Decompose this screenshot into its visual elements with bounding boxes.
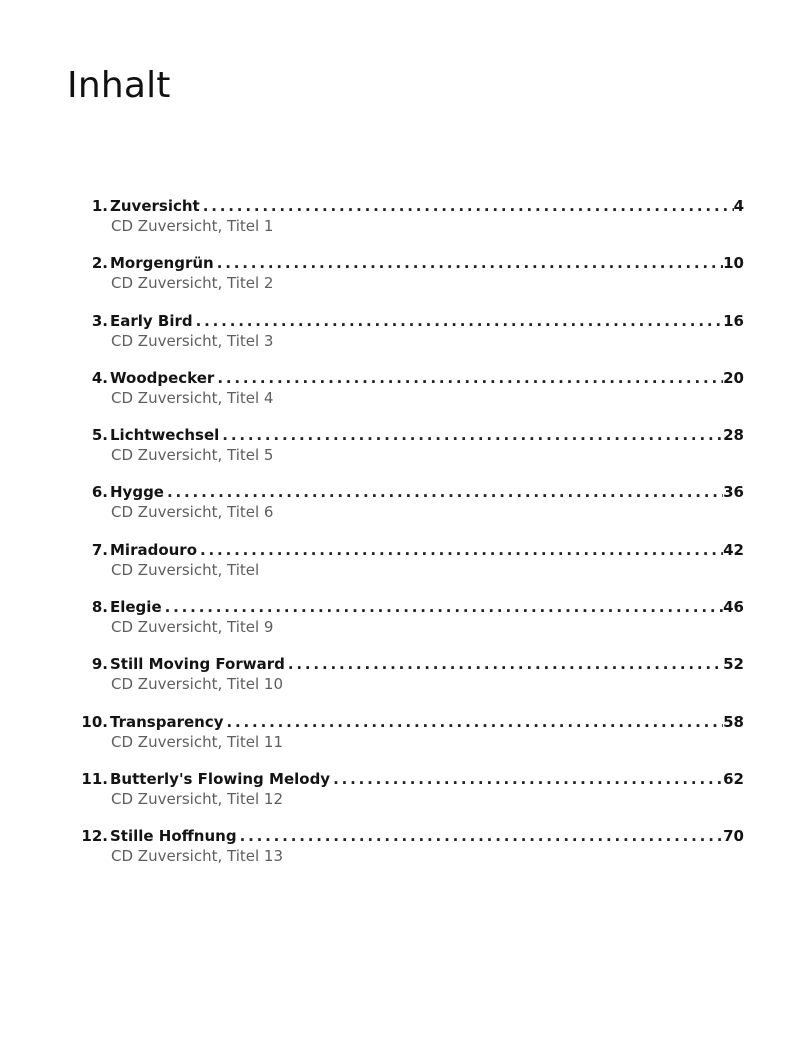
entry-subtitle: CD Zuversicht, Titel 10 xyxy=(111,675,284,694)
entry-subtitle: CD Zuversicht, Titel 1 xyxy=(111,217,274,235)
toc-entry-line xyxy=(72,768,744,790)
entry-subtitle: CD Zuversicht, Titel 11 xyxy=(111,732,284,751)
entry-page-number: 16 xyxy=(723,311,744,330)
toc-entry xyxy=(72,596,744,653)
entry-page-number: 42 xyxy=(723,540,744,559)
toc-entry xyxy=(72,367,744,424)
entry-title: Early Bird xyxy=(110,311,193,330)
entry-subtitle: CD Zuversicht, Titel 2 xyxy=(111,274,274,293)
dot-leader xyxy=(164,481,723,503)
entry-page-number: 52 xyxy=(723,655,744,674)
entry-subtitle: CD Zuversicht, Titel 13 xyxy=(111,847,284,866)
toc-entry xyxy=(72,825,744,882)
toc-entry-line xyxy=(72,424,744,446)
toc-entry xyxy=(72,195,744,252)
entry-title: Elegie xyxy=(110,598,162,617)
toc-entry-line xyxy=(72,195,744,217)
dot-leader xyxy=(285,653,723,675)
entry-number: 6. xyxy=(91,483,108,502)
entry-page-number: 62 xyxy=(723,769,744,788)
toc-entry xyxy=(72,711,744,768)
entry-number: 7. xyxy=(91,540,108,559)
page-title: Inhalt xyxy=(67,65,171,106)
toc-entry-line xyxy=(72,653,744,675)
toc-entry-line xyxy=(72,310,744,332)
entry-number: 1. xyxy=(91,197,108,215)
entry-number: 5. xyxy=(91,426,108,445)
toc-entry-line xyxy=(72,711,744,733)
entry-number: 8. xyxy=(91,598,108,617)
entry-page-number: 70 xyxy=(723,827,744,846)
toc-entry xyxy=(72,539,744,596)
dot-leader xyxy=(330,768,723,790)
dot-leader xyxy=(219,424,723,446)
entry-subtitle: CD Zuversicht, Titel 3 xyxy=(111,331,274,350)
entry-title: Transparency xyxy=(110,712,224,731)
dot-leader xyxy=(197,539,723,561)
entry-page-number: 46 xyxy=(723,598,744,617)
entry-title: Still Moving Forward xyxy=(110,655,285,674)
entry-subtitle: CD Zuversicht, Titel xyxy=(111,560,260,579)
entry-number: 2. xyxy=(91,254,108,273)
entry-title: Butterly's Flowing Melody xyxy=(110,769,331,788)
table-of-contents xyxy=(72,195,744,883)
entry-title: Hygge xyxy=(110,483,164,502)
entry-page-number: 10 xyxy=(723,254,744,273)
entry-subtitle: CD Zuversicht, Titel 12 xyxy=(111,789,284,808)
entry-number: 4. xyxy=(91,368,108,387)
dot-leader xyxy=(162,596,724,618)
dot-leader xyxy=(193,310,724,332)
entry-number: 12. xyxy=(81,827,108,846)
toc-entry xyxy=(72,481,744,538)
toc-entry-line xyxy=(72,825,744,847)
entry-title: Morgengrün xyxy=(110,254,214,273)
entry-page-number: 28 xyxy=(723,426,744,445)
entry-page-number: 20 xyxy=(723,368,744,387)
entry-number: 9. xyxy=(91,655,108,674)
entry-title: Miradouro xyxy=(110,540,198,559)
toc-entry-line xyxy=(72,367,744,389)
toc-entry xyxy=(72,653,744,710)
entry-title: Woodpecker xyxy=(110,368,215,387)
toc-entry xyxy=(72,768,744,825)
toc-entry xyxy=(72,310,744,367)
entry-title: Stille Hoffnung xyxy=(110,827,237,846)
toc-entry-line xyxy=(72,539,744,561)
entry-page-number: 58 xyxy=(723,712,744,731)
toc-entry-line xyxy=(72,481,744,503)
entry-subtitle: CD Zuversicht, Titel 4 xyxy=(111,388,274,407)
entry-title: Zuversicht xyxy=(110,197,200,215)
dot-leader xyxy=(214,252,723,274)
entry-number: 11. xyxy=(81,769,108,788)
dot-leader xyxy=(224,711,724,733)
entry-subtitle: CD Zuversicht, Titel 5 xyxy=(111,446,274,465)
entry-page-number: 4 xyxy=(733,197,744,215)
toc-entry-line xyxy=(72,252,744,274)
entry-title: Lichtwechsel xyxy=(110,426,220,445)
toc-entry xyxy=(72,424,744,481)
dot-leader xyxy=(214,367,723,389)
entry-subtitle: CD Zuversicht, Titel 6 xyxy=(111,503,274,522)
dot-leader xyxy=(200,195,734,217)
entry-subtitle: CD Zuversicht, Titel 9 xyxy=(111,618,274,637)
toc-entry-line xyxy=(72,596,744,618)
dot-leader xyxy=(237,825,724,847)
entry-number: 3. xyxy=(91,311,108,330)
entry-page-number: 36 xyxy=(723,483,744,502)
entry-number: 10. xyxy=(81,712,108,731)
toc-entry xyxy=(72,252,744,309)
